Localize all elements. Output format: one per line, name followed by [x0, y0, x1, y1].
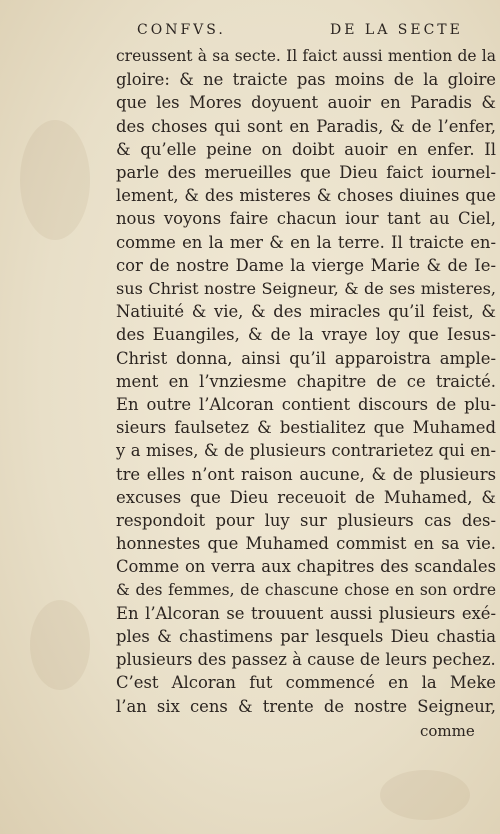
- text-line: tre elles n’ont raison aucune, & de plusieurs: [116, 464, 496, 484]
- text-line: Christ donna, ainsi qu’il apparoistra ample-: [116, 348, 496, 368]
- text-line: C’est Alcoran fut commencé en la Meke: [116, 673, 496, 693]
- text-line: & qu’elle peine on doibt auoir en enfer. Il: [116, 139, 496, 159]
- text-line: En outre l’Alcoran contient discours de plu-: [116, 395, 496, 415]
- text-line: nous voyons faire chacun iour tant au Ciel,: [116, 209, 496, 229]
- text-line: Natiuité & vie, & des miracles qu’il feist, &: [116, 302, 496, 322]
- text-line: comme en la mer & en la terre. Il traicte en-: [116, 232, 496, 252]
- catchword: comme: [420, 722, 475, 740]
- running-header-right: DE LA SECTE: [330, 22, 463, 38]
- text-line: ples & chastimens par lesquels Dieu chastia: [116, 627, 496, 647]
- text-line: creussent à sa secte. Il faict aussi mention de la: [116, 47, 496, 65]
- text-line: parle des merueilles que Dieu faict iournel-: [116, 163, 496, 183]
- text-line: l’an six cens & trente de nostre Seigneur,: [116, 696, 496, 716]
- text-line: des Euangiles, & de la vraye loy que Iesus-: [116, 325, 496, 345]
- text-line: ment en l’vnziesme chapitre de ce traicté.: [116, 371, 496, 391]
- running-header-left: CONFVS.: [137, 22, 226, 38]
- text-line: gloire: & ne traicte pas moins de la gloire: [116, 70, 496, 90]
- text-line: excuses que Dieu receuoit de Muhamed, &: [116, 487, 496, 507]
- text-line: cor de nostre Dame la vierge Marie & de Ie-: [116, 255, 496, 275]
- text-line: En l’Alcoran se trouuent aussi plusieurs exé-: [116, 603, 496, 623]
- text-line: & des femmes, de chascune chose en son ordre: [116, 580, 496, 599]
- text-line: sieurs faulsetez & bestialitez que Muhamed: [116, 418, 496, 438]
- text-line: y a mises, & de plusieurs contrarietez qui en-: [116, 441, 496, 461]
- text-line: Comme on verra aux chapitres des scandales: [116, 557, 496, 577]
- text-line: lement, & des misteres & choses diuines que: [116, 186, 496, 206]
- paper-stain: [30, 600, 90, 690]
- text-line: des choses qui sont en Paradis, & de l’enfer,: [116, 116, 496, 136]
- paper-stain: [20, 120, 90, 240]
- text-line: plusieurs des passez à cause de leurs pechez.: [116, 650, 496, 670]
- paper-stain: [380, 770, 470, 820]
- text-line: honnestes que Muhamed commist en sa vie.: [116, 534, 496, 554]
- text-line: que les Mores doyuent auoir en Paradis &: [116, 93, 496, 113]
- body-text: [116, 45, 496, 718]
- text-line: sus Christ nostre Seigneur, & de ses misteres,: [116, 279, 496, 299]
- text-line: respondoit pour luy sur plusieurs cas des-: [116, 511, 496, 531]
